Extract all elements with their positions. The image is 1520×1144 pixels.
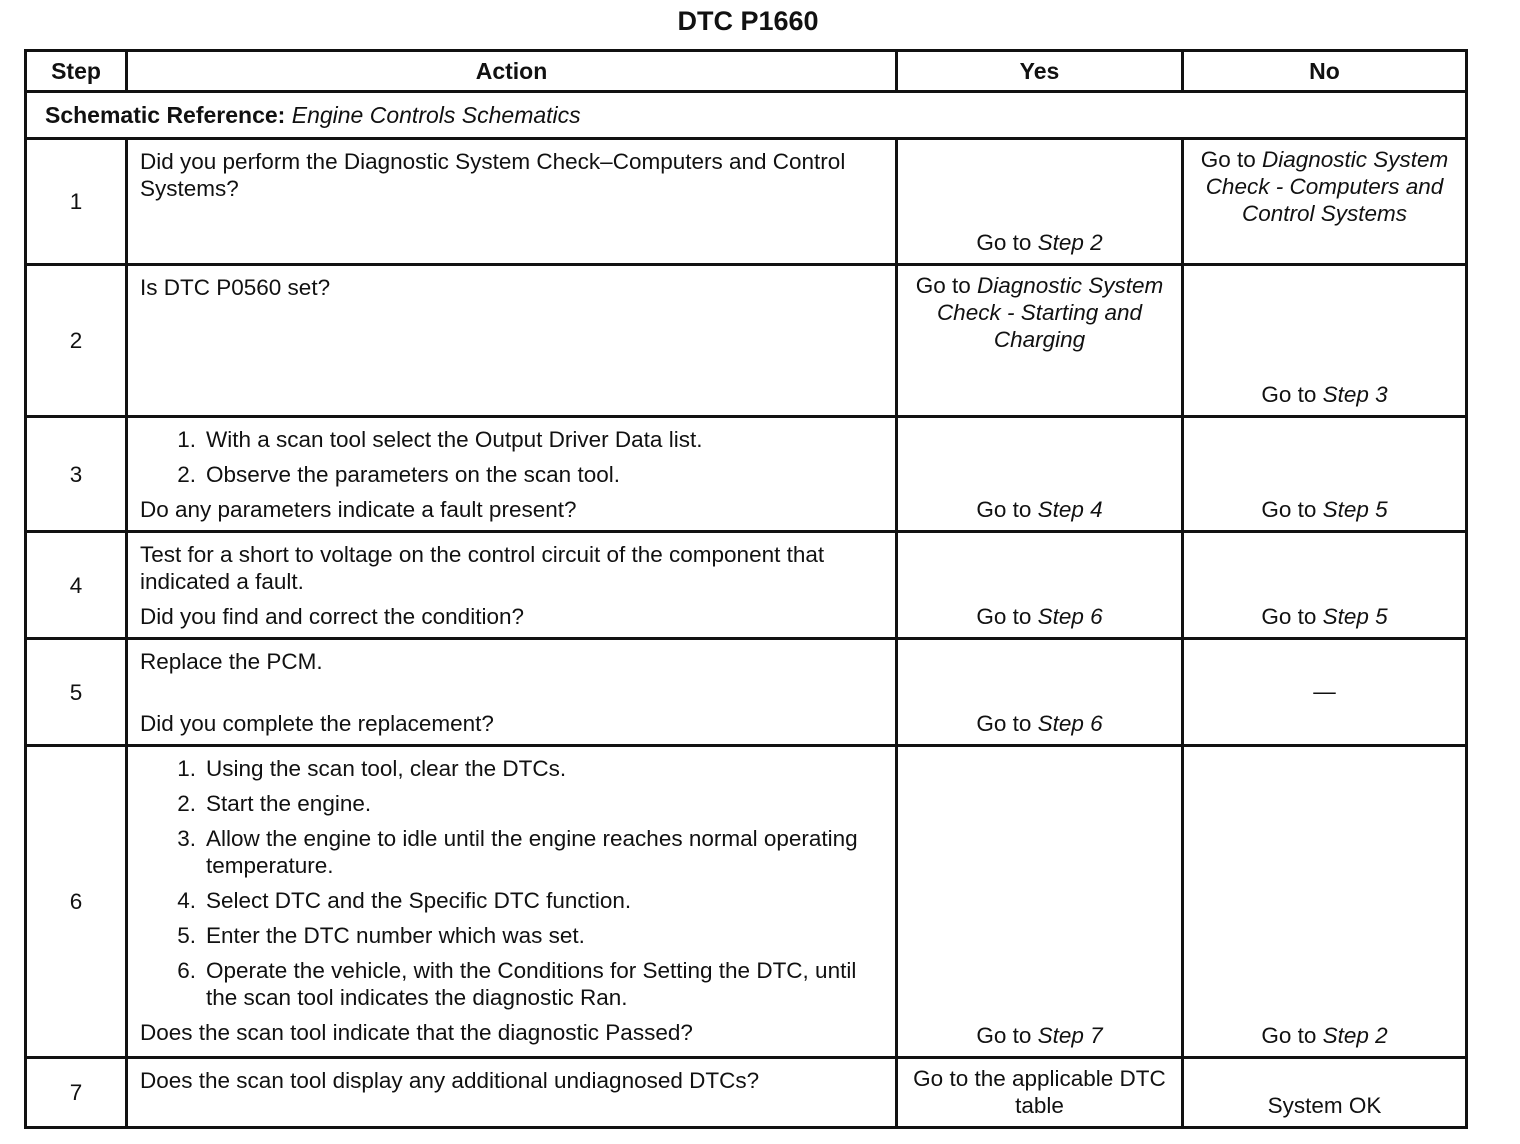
list-item: 1. With a scan tool select the Output Driver Data list. xyxy=(177,427,703,452)
substep-list xyxy=(140,426,883,488)
yes-ref: Step 6 xyxy=(1037,711,1103,736)
dtc-table xyxy=(24,49,1468,1129)
header-yes: Yes xyxy=(897,51,1183,92)
no-ref: Step 5 xyxy=(1322,604,1388,629)
yes-cell: Go to Step 6 xyxy=(897,532,1183,639)
action-text: Test for a short to voltage on the control circuit of the component that indicated a fault. xyxy=(140,542,825,594)
header-step: Step xyxy=(26,51,127,92)
step-number: 7 xyxy=(26,1058,127,1128)
list-item: 1. Using the scan tool, clear the DTCs. xyxy=(177,756,567,781)
no-cell: — xyxy=(1183,639,1467,746)
no-cell: Go to Step 3 xyxy=(1183,265,1467,417)
yes-ref: Step 6 xyxy=(1037,604,1103,629)
no-cell: Go to Step 5 xyxy=(1183,532,1467,639)
action-text: Replace the PCM. xyxy=(140,649,323,674)
action-text: Did you perform the Diagnostic System Check–Computers and Control Systems? xyxy=(127,139,897,265)
table-row xyxy=(26,639,1467,746)
yes-ref: Diagnostic System Check - Starting and Charging xyxy=(936,273,1164,352)
table-row xyxy=(26,746,1467,1058)
no-cell: System OK xyxy=(1183,1058,1467,1128)
no-ref: Diagnostic System Check - Computers and Control Systems xyxy=(1205,147,1449,226)
step-number: 2 xyxy=(26,265,127,417)
yes-cell: Go to the applicable DTC table xyxy=(897,1058,1183,1128)
yes-ref: Step 2 xyxy=(1037,230,1103,255)
list-item: 6. Operate the vehicle, with the Conditions for Setting the DTC, until the scan tool indicates the diagnostic Ran. xyxy=(177,958,857,1010)
schematic-label: Schematic Reference: xyxy=(45,101,286,128)
schematic-reference xyxy=(26,92,1467,139)
question-text: Did you find and correct the condition? xyxy=(140,604,524,629)
table-row xyxy=(26,532,1467,639)
question-text: Did you complete the replacement? xyxy=(140,711,494,736)
question-text: Does the scan tool indicate that the diagnostic Passed? xyxy=(140,1020,693,1045)
list-item: 3. Allow the engine to idle until the engine reaches normal operating temperature. xyxy=(177,826,858,878)
yes-cell: Go to Step 2 xyxy=(897,139,1183,265)
action-cell xyxy=(127,746,897,1058)
no-cell: Go to Step 2 xyxy=(1183,746,1467,1058)
header-no: No xyxy=(1183,51,1467,92)
schematic-row xyxy=(26,92,1467,139)
yes-cell: Go to Step 7 xyxy=(897,746,1183,1058)
action-text: Does the scan tool display any additional undiagnosed DTCs? xyxy=(127,1058,897,1128)
no-cell: Go to Step 5 xyxy=(1183,417,1467,532)
header-action: Action xyxy=(127,51,897,92)
schematic-value: Engine Controls Schematics xyxy=(291,101,581,128)
action-text: Is DTC P0560 set? xyxy=(127,265,897,417)
step-number: 6 xyxy=(26,746,127,1058)
yes-cell: Go to Diagnostic System Check - Starting and Charging xyxy=(897,265,1183,417)
step-number: 5 xyxy=(26,639,127,746)
substep-list xyxy=(140,755,883,1011)
list-item: 4. Select DTC and the Specific DTC function. xyxy=(177,888,632,913)
step-number: 1 xyxy=(26,139,127,265)
table-row xyxy=(26,139,1467,265)
list-item: 2. Observe the parameters on the scan tool. xyxy=(177,462,620,487)
table-row xyxy=(26,1058,1467,1128)
action-cell xyxy=(127,532,897,639)
yes-ref: Step 7 xyxy=(1037,1023,1103,1048)
yes-cell: Go to Step 4 xyxy=(897,417,1183,532)
no-cell: Go to Diagnostic System Check - Computers and Control Systems xyxy=(1183,139,1467,265)
action-cell xyxy=(127,417,897,532)
yes-cell: Go to Step 6 xyxy=(897,639,1183,746)
action-cell xyxy=(127,639,897,746)
table-row xyxy=(26,265,1467,417)
no-ref: Step 3 xyxy=(1322,382,1388,407)
yes-ref: Step 4 xyxy=(1037,497,1103,522)
step-number: 4 xyxy=(26,532,127,639)
step-number: 3 xyxy=(26,417,127,532)
no-ref: Step 2 xyxy=(1322,1023,1388,1048)
list-item: 2. Start the engine. xyxy=(177,791,372,816)
page-title: DTC P1660 xyxy=(677,6,819,36)
table-row xyxy=(26,417,1467,532)
question-text: Do any parameters indicate a fault present? xyxy=(140,497,577,522)
list-item: 5. Enter the DTC number which was set. xyxy=(177,923,585,948)
no-ref: Step 5 xyxy=(1322,497,1388,522)
header-row xyxy=(26,51,1467,92)
